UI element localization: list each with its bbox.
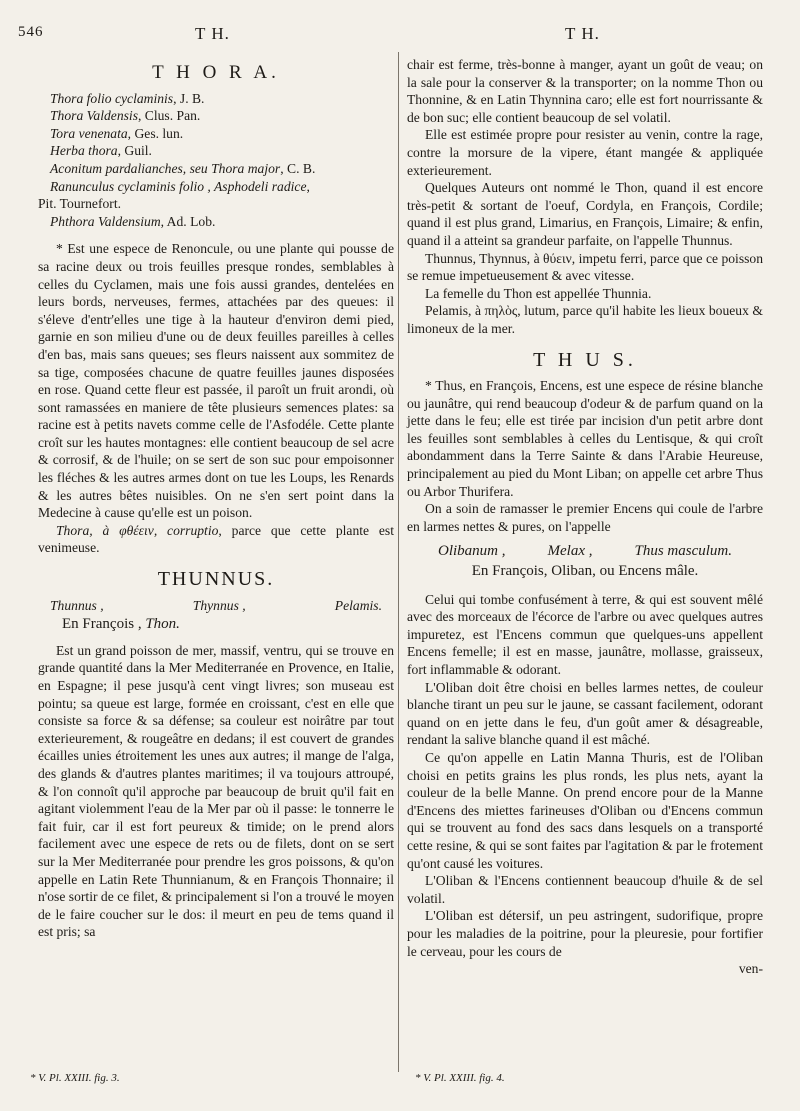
synonym-line: Pit. Tournefort. — [38, 196, 121, 212]
catchword: ven- — [738, 961, 763, 977]
oliban-choice: L'Oliban doit être choisi en belles larmes nettes, de couleur blanche tirant un peu sur le jaune, se cassant facilement, odorant quand on en jette dans le feu, d'un goût amer & désagreable, rendant la salive blanche quand il est mâché. — [407, 679, 763, 748]
thus-heading: T H U S. — [533, 348, 637, 371]
column-divider — [398, 52, 399, 1072]
thunnus-french: En François , Thon. — [62, 616, 180, 633]
left-column — [38, 62, 394, 941]
thunnus-continuation: chair est ferme, très-bonne à manger, ayant un goût de veau; on la sale pour la conserver & la transporter; on la nomme Thon ou Thonnine, & en Latin Thynnina caro; elle est fort nourrissante & de bon suc; elle contient beaucoup de sel volatil. — [407, 57, 763, 125]
thunnus-properties: Elle est estimée propre pour resister au venin, contre la rage, contre la morsure de la vipere, étant mangée & appliquée exterieurement. — [407, 127, 763, 178]
thunnus-heading: THUNNUS. — [157, 568, 275, 591]
oliban-composition: L'Oliban & l'Encens contiennent beaucoup d'huile & de sel volatil. — [407, 873, 763, 906]
thunnus-etymology: Thunnus, Thynnus, à θύειν, impetu ferri, parce que ce poisson se remue impetueusement & avec vitesse. — [407, 250, 763, 284]
right-running-head: T H. — [565, 24, 600, 43]
synonym-line: Thora Valdensis, Clus. Pan. — [50, 108, 201, 124]
thora-heading: T H O R A. — [152, 62, 280, 83]
thus-collection: On a soin de ramasser le premier Encens qui coule de l'arbre en larmes nettes & pures, on l'appelle — [407, 501, 763, 534]
left-running-head: T H. — [195, 24, 230, 43]
manna-thuris: Ce qu'on appelle en Latin Manna Thuris, est de l'Oliban choisi en petits grains les plus ronds, les plus nets, ayant la couleur de la belle Manne. On prend encore pour de la Manne d'Encens des miettes farineuses d'Oliban ou d'Encens commun qui se trouvent au fond des sacs dans lesquels on a transporté cette resine, & qui se sont faites par l'agitation & par le frotement qu'ont causé les voitures. — [407, 749, 763, 871]
thunnus-description: Est un grand poisson de mer, massif, ventru, qui se trouve en grande quantité dans la Mer Mediterranée en Provence, en Italie, en Espagne; il pese jusqu'à cent vingt livres; son museau est pointu; sa queue est large, formée en croissant, c'est en elle que consiste sa force & sa défense; sa couleur est noirâtre par tout exterieurement, & rougeâtre en dedans; il est couvert de grandes écailles unies étroitement les unes aux autres; il mange de l'alga, des glands & d'autres plantes maritimes; il va toujours attroupé, & l'on connoît qu'il approche par beaucoup de bruit qu'il fait en agitant violemment l'eau de la Mer par où il passe: le tonnerre le fait fuir, car il est fort peureux & timide; on le prend alors facilement avec une espece de rets ou de filets, dont on se sert sur la Mer Mediterranée pour prendre les gros poissons, & qu'on appelle en Latin Rete Thunnianum, & en François Thonnaire; il n'ose sortir de ce filet, & principalement si l'on a trouvé le moyen de le faire coucher sur le dos: il meurt en peu de tems quand il est pris; sa — [38, 642, 394, 940]
thora-description: * Est une espece de Renoncule, ou une plante qui pousse de sa racine deux ou trois feuilles presque rondes, semblables à celles du Cyclamen, mais une fois aussi grandes, dentelées en leurs bords, nerveuses, fermes, attachées par des queues: il s'éleve d'entr'elles une tige à la hauteur d'environ demi pied, garnie en son milieu d'une ou de deux feuilles pareilles à celles d'en bas, mais sans queues; ses fleurs naissent aux sommitez de sa tige, composées chacune de quatre feuilles jaunes disposées en rose. Quand cette fleur est passée, il paroît un fruit arondi, où sont ramassées en maniere de tête plusieurs semences plates: sa racine est à petits navets comme celle de l'Asfodéle. Cette plante croît sur les hautes montagnes: elle contient beaucoup de sel acre & corrosif, & de l'huile; on se sert de son suc pour empoisonner les fléches & les autres armes dont on tue les Loups, les Renards & les autres bêtes nuisibles. On ne s'en sert point dans la Medecine à cause qu'elle est un poison. — [38, 241, 394, 521]
thunnus-names: Thunnus , Thynnus , Pelamis. — [50, 597, 382, 613]
olibanum-french: En François, Oliban, ou Encens mâle. — [471, 563, 699, 580]
thora-etymology: Thora, à φθέειν, corruptio, parce que cette plante est venimeuse. — [38, 522, 395, 556]
thunnia-note: La femelle du Thon est appellée Thunnia. — [425, 285, 652, 301]
synonym-line: Ranunculus cyclaminis folio , Asphodeli radice, — [50, 178, 310, 194]
pelamis-etymology: Pelamis, à πηλὸς, lutum, parce qu'il habite les lieux boueux & limoneux de la mer. — [407, 303, 763, 336]
thunnus-names-by-age: Quelques Auteurs ont nommé le Thon, quand il est encore très-petit & sortant de l'oeuf, Cordyla, en François, Cordile; quand il est plus grand, Limarius, en François, Limaire; & enfin, quand il a atteint sa grandeur parfaite, on l'appelle Thunnus. — [407, 180, 763, 248]
synonym-line: Thora folio cyclaminis, J. B. — [50, 90, 205, 106]
thus-description: * Thus, en François, Encens, est une espece de résine blanche ou jaunâtre, qui rend beaucoup d'odeur & de parfum quand on la jette dans le feu; elle est tirée par incision d'un petit arbre dont les feuilles sont semblables à celles du Lentisque, & qui croît abondamment dans la Terre Sainte & dans l'Arabie Heureuse, principalement au pied du Mont Liban; on appelle cet arbre Thus ou Arbor Thurifera. — [407, 378, 763, 499]
encens-commun: Celui qui tombe confusément à terre, & qui est souvent mêlé avec des morceaux de l'écorce de l'arbre ou avec quelques autres impuretez, est l'Encens commun que quelques-uns appellent Encens femelle; il est en masse, jaunâtre, mollasse, graisseux, fort inflammable & odorant. — [407, 591, 763, 677]
left-footnote: * V. Pl. XXIII. fig. 3. — [30, 1072, 120, 1084]
synonym-line: Herba thora, Guil. — [50, 143, 152, 159]
oliban-virtues: L'Oliban est détersif, un peu astringent, sudorifique, propre pour les maladies de la poitrine, pour la pleuresie, pour fortifier le cerveau, pour les cours de — [407, 908, 763, 959]
page-number: 546 — [18, 24, 44, 40]
synonym-line: Phthora Valdensium, Ad. Lob. — [50, 213, 216, 229]
right-column — [407, 56, 763, 978]
olibanum-names: Olibanum , Melax , Thus masculum. — [438, 543, 732, 560]
synonym-line: Aconitum pardalianches, seu Thora major, C. B. — [50, 160, 316, 176]
synonym-list — [38, 90, 394, 231]
synonym-line: Tora venenata, Ges. lun. — [50, 125, 184, 141]
right-footnote: * V. Pl. XXIII. fig. 4. — [415, 1072, 505, 1084]
